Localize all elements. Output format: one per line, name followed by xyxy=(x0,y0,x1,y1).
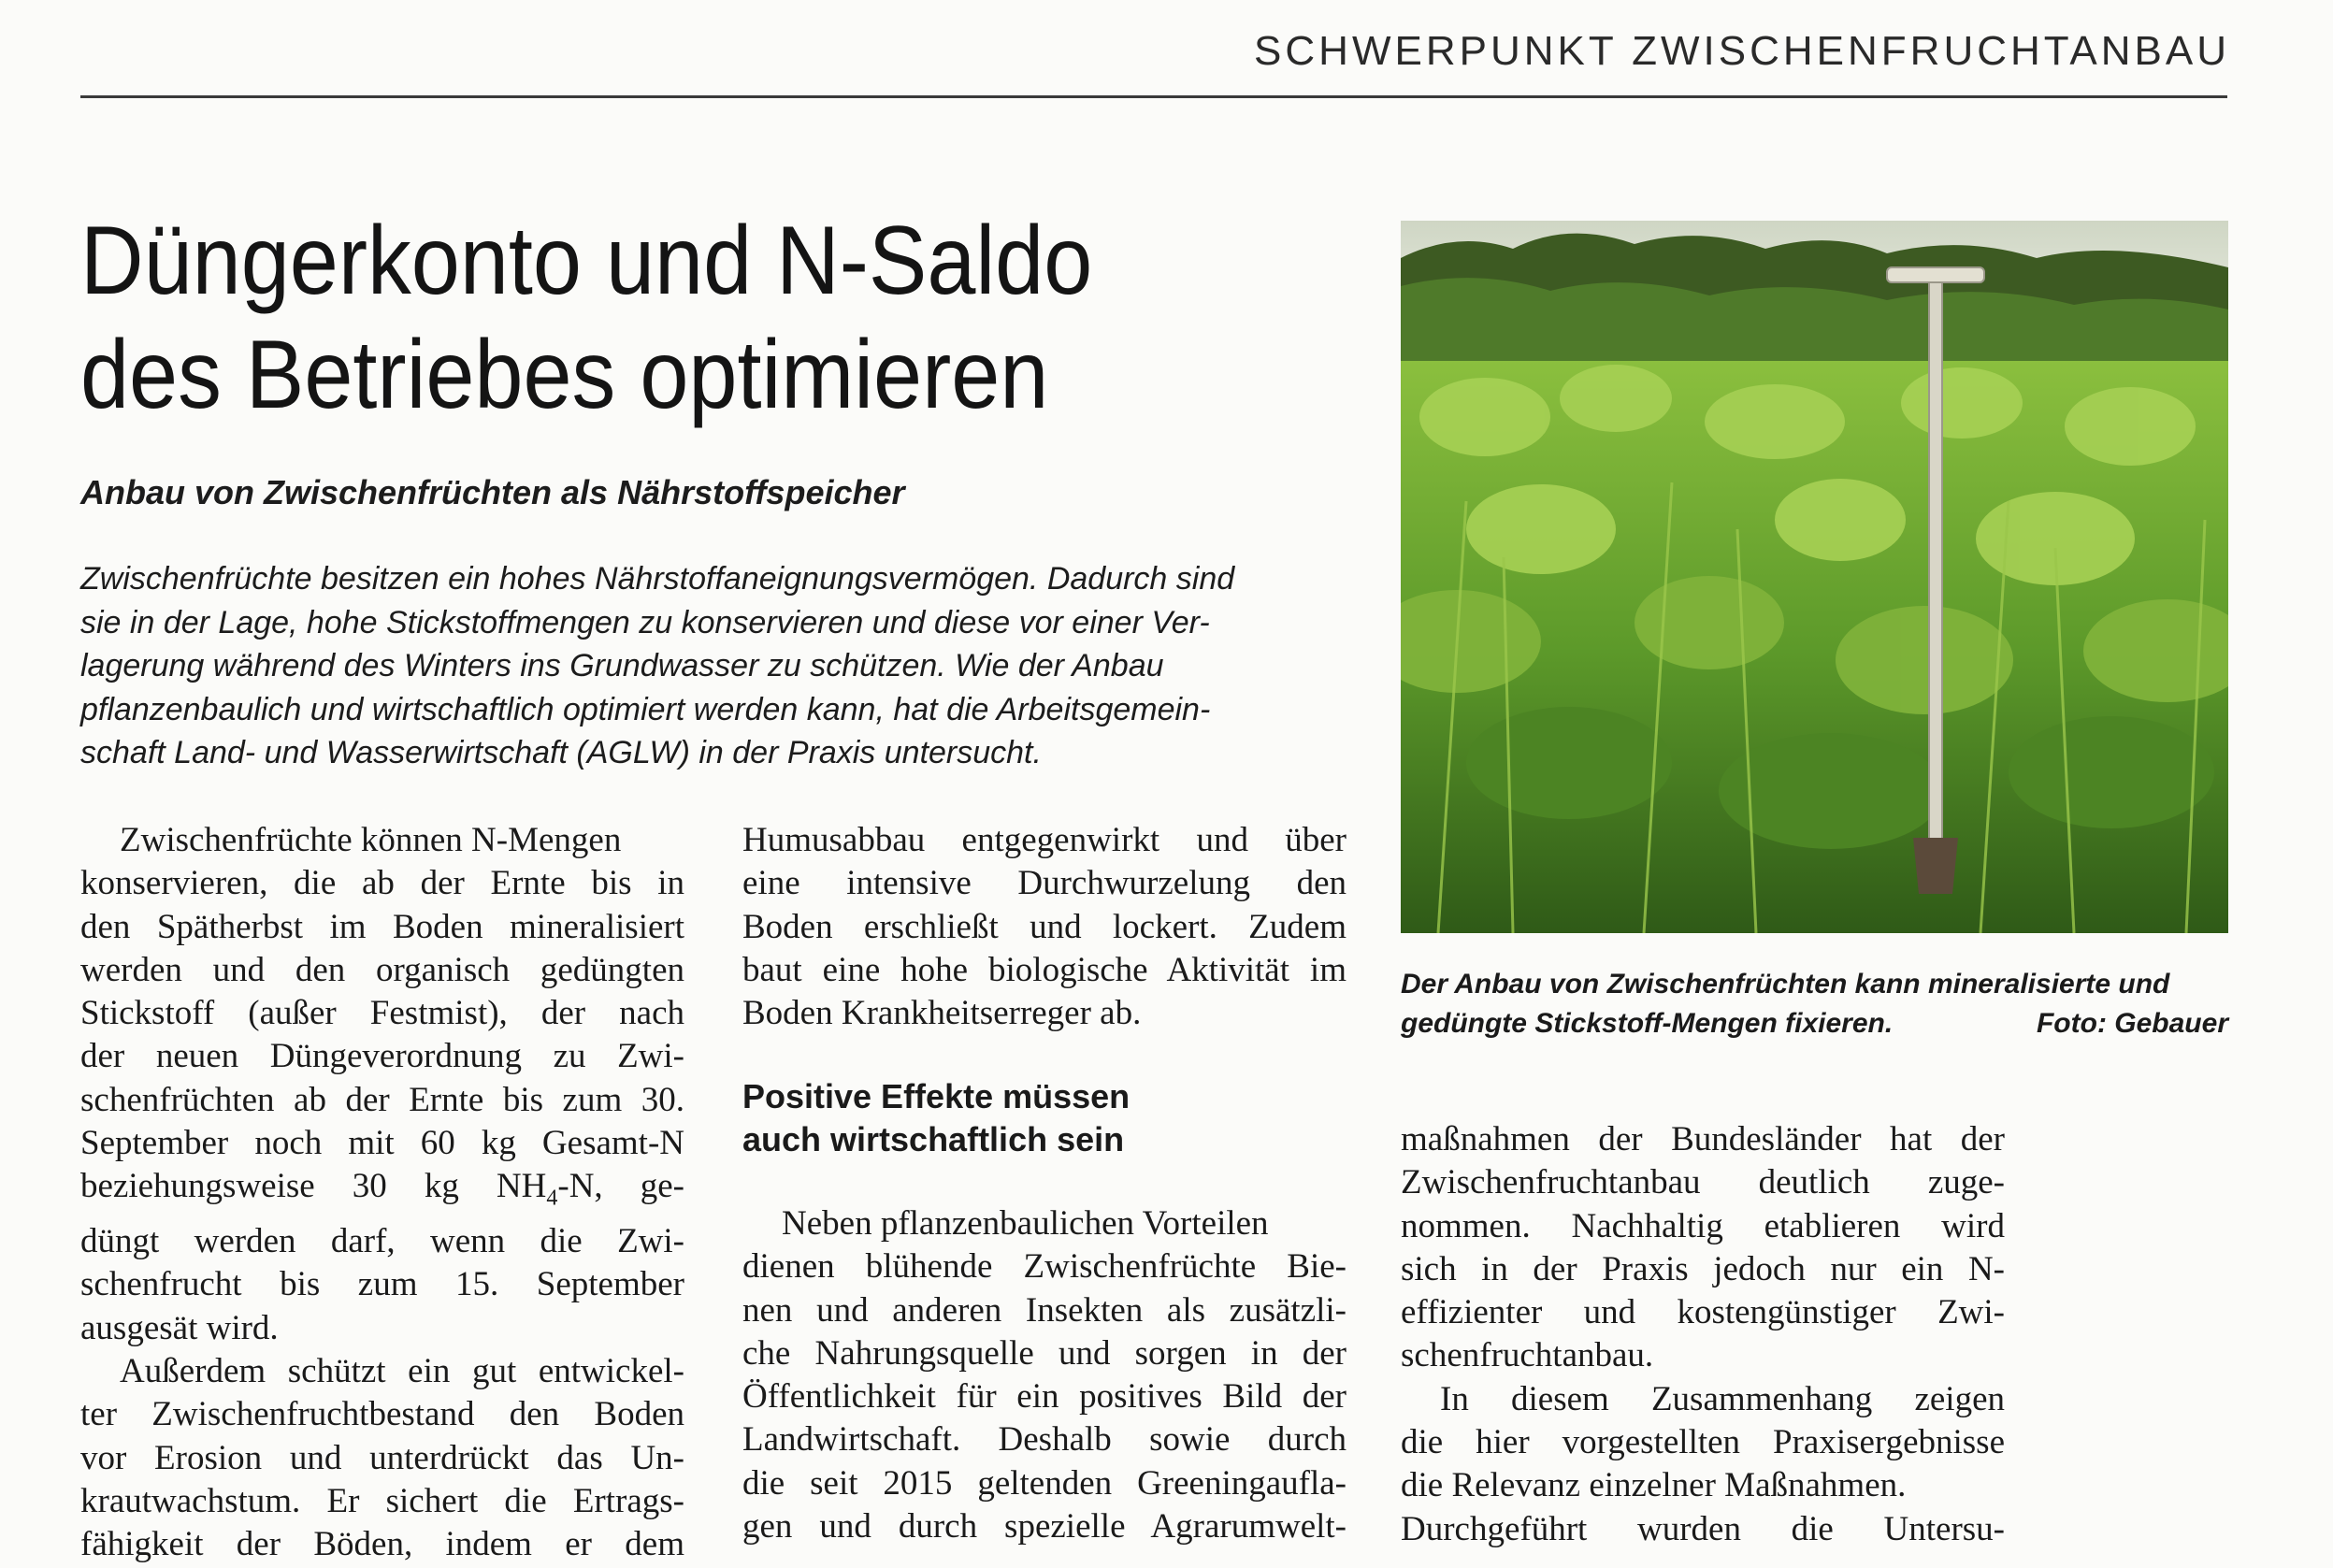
text-line: dienen blühende Zwischenfrüchte Bie- xyxy=(742,1247,1347,1287)
subscript: 4 xyxy=(546,1186,558,1211)
text-line: baut eine hohe biologische Aktivität im xyxy=(742,950,1347,989)
text-line: maßnahmen der Bundesländer hat der xyxy=(1401,1120,2005,1158)
text-line: Außerdem schützt ein gut entwickel- xyxy=(120,1351,684,1390)
text-line: che Nahrungsquelle und sorgen in der xyxy=(742,1333,1347,1373)
text-line: Landwirtschaft. Deshalb sowie durch xyxy=(742,1420,1347,1460)
text-line: sich in der Praxis jedoch nur ein N- xyxy=(1401,1249,2005,1288)
text-line: fähigkeit der Böden, indem er dem xyxy=(80,1525,684,1564)
subheading xyxy=(742,1075,1130,1161)
headline xyxy=(80,204,1242,432)
text-line: vor Erosion und unterdrückt das Un- xyxy=(80,1438,684,1477)
lead-line: lagerung während des Winters ins Grundwasser zu schützen. Wie der Anbau xyxy=(80,648,1164,683)
text-line: die hier vorgestellten Praxisergebnisse xyxy=(1401,1423,2005,1462)
lead-line: pflanzenbaulich und wirtschaftlich optimiert werden kann, hat die Arbeitsgemein- xyxy=(80,691,1211,727)
text-line: die Relevanz einzelner Maßnahmen. xyxy=(1401,1466,1907,1505)
text-line: schenfrüchten ab der Ernte bis zum 30. xyxy=(80,1080,684,1119)
text-line: nen und anderen Insekten als zusätzli- xyxy=(742,1290,1347,1330)
header-rule xyxy=(80,95,2227,98)
text-line: krautwachstum. Er sichert die Ertrags- xyxy=(80,1481,684,1520)
body-column-2 xyxy=(742,819,1347,1035)
text-line: düngt werden darf, wenn die Zwi- xyxy=(80,1222,684,1261)
text-line: ter Zwischenfruchtbestand den Boden xyxy=(80,1395,684,1434)
text-line: Boden Krankheitserreger ab. xyxy=(742,994,1142,1033)
subheading-line: auch wirtschaftlich sein xyxy=(742,1120,1125,1158)
text-fragment: beziehungsweise 30 kg NH xyxy=(80,1167,547,1206)
text-line: Zwischenfrüchte können N-Mengen xyxy=(120,821,622,859)
text-line: den Spätherbst im Boden mineralisiert xyxy=(80,907,684,946)
photo-caption xyxy=(1401,965,2228,1043)
headline-line: des Betriebes optimieren xyxy=(80,321,1049,429)
text-line: die seit 2015 geltenden Greeningaufla- xyxy=(742,1463,1347,1503)
text-line: Öffentlichkeit für ein positives Bild der xyxy=(742,1377,1347,1417)
text-line: ausgesät wird. xyxy=(80,1308,279,1347)
text-line: konservieren, die ab der Ernte bis in xyxy=(80,864,684,903)
text-line: der neuen Düngeverordnung zu Zwi- xyxy=(80,1037,684,1076)
text-line: gen und durch spezielle Agrarumwelt- xyxy=(742,1507,1347,1546)
text-line xyxy=(80,1165,684,1220)
text-line: eine intensive Durchwurzelung den xyxy=(742,864,1347,903)
subheading-line: Positive Effekte müssen xyxy=(742,1077,1130,1115)
text-line: nommen. Nachhaltig etablieren wird xyxy=(1401,1206,2005,1245)
text-line: Durchgeführt wurden die Untersu- xyxy=(1401,1509,2005,1548)
text-line: werden und den organisch gedüngten xyxy=(80,950,684,989)
text-line: September noch mit 60 kg Gesamt-N xyxy=(80,1124,684,1163)
lead-line: schaft Land- und Wasserwirtschaft (AGLW) in der Praxis untersucht. xyxy=(80,735,1042,770)
text-line: In diesem Zusammenhang zeigen xyxy=(1440,1379,2005,1418)
section-header: SCHWERPUNKT ZWISCHENFRUCHTANBAU xyxy=(1254,28,2230,74)
text-line: effizienter und kostengünstiger Zwi- xyxy=(1401,1293,2005,1332)
text-line: Boden erschließt und lockert. Zudem xyxy=(742,907,1347,946)
text-fragment: -N, ge- xyxy=(557,1167,684,1206)
lead-line: Zwischenfrüchte besitzen ein hohes Nährstoffaneignungsvermögen. Dadurch sind xyxy=(80,561,1235,597)
text-line: Neben pflanzenbaulichen Vorteilen xyxy=(782,1204,1269,1243)
body-column-3 xyxy=(1401,1118,2005,1551)
lead-line: sie in der Lage, hohe Stickstoffmengen zu konservieren und diese vor einer Ver- xyxy=(80,604,1210,640)
photo-illustration xyxy=(1401,221,2228,933)
text-line: Stickstoff (außer Festmist), der nach xyxy=(80,994,684,1033)
lead-paragraph xyxy=(80,557,1361,775)
text-line: Humusabbau entgegenwirkt und über xyxy=(742,821,1347,859)
caption-line: gedüngte Stickstoff-Mengen fixieren. xyxy=(1401,1008,1894,1039)
text-line: schenfruchtanbau. xyxy=(1401,1336,1654,1375)
body-column-2-continued xyxy=(742,1202,1347,1548)
body-column-1 xyxy=(80,819,684,1566)
photo-credit: Foto: Gebauer xyxy=(2036,1008,2228,1039)
text-line: Zwischenfruchtanbau deutlich zuge- xyxy=(1401,1163,2005,1202)
text-line: schenfrucht bis zum 15. September xyxy=(80,1265,684,1304)
headline-line: Düngerkonto und N-Saldo xyxy=(80,207,1093,315)
cover-crop-photo xyxy=(1401,221,2228,933)
subheadline: Anbau von Zwischenfrüchten als Nährstoffspeicher xyxy=(80,473,905,511)
caption-line: Der Anbau von Zwischenfrüchten kann mineralisierte und xyxy=(1401,969,2170,1000)
